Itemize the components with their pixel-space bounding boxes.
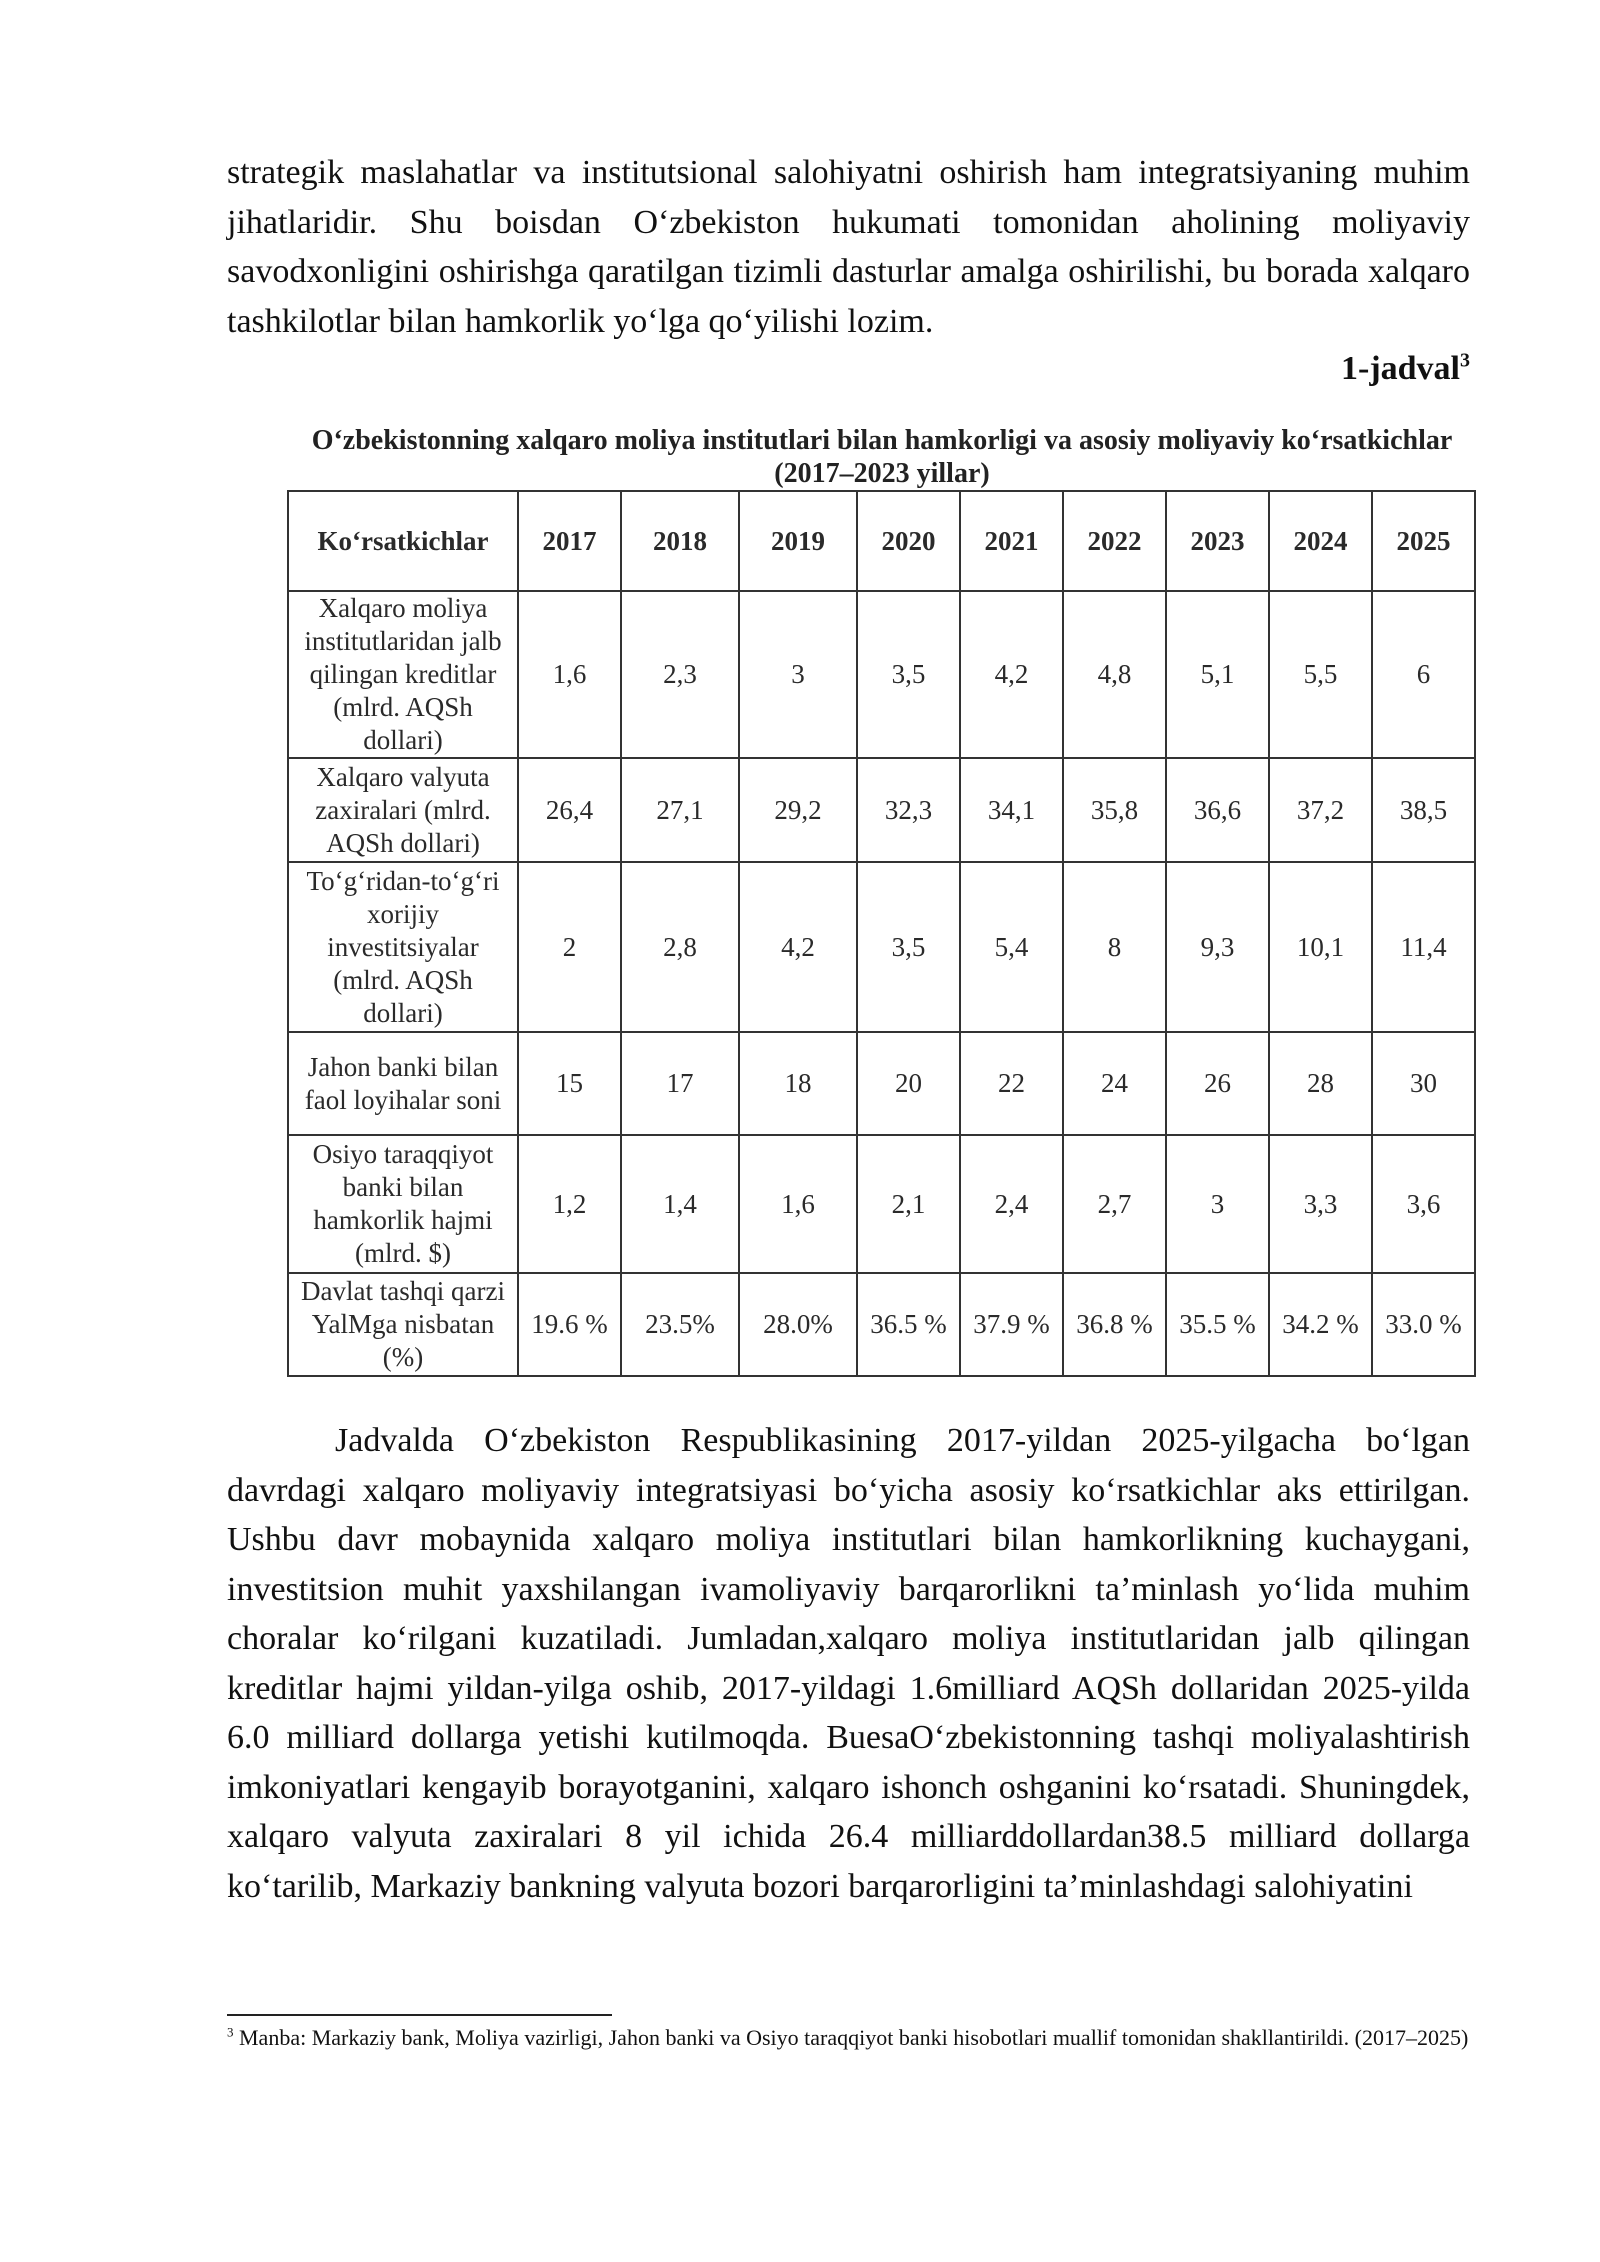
table-cell: 1,6 bbox=[518, 591, 621, 758]
table-cell: 20 bbox=[857, 1032, 960, 1135]
header-cell-year: 2020 bbox=[857, 491, 960, 591]
table-cell: 17 bbox=[621, 1032, 739, 1135]
table-row bbox=[288, 591, 1475, 758]
table-cell: 10,1 bbox=[1269, 862, 1372, 1032]
table-cell: 8 bbox=[1063, 862, 1166, 1032]
header-cell-year: 2019 bbox=[739, 491, 857, 591]
table-cell: 2,7 bbox=[1063, 1135, 1166, 1273]
table-cell: 2,8 bbox=[621, 862, 739, 1032]
table-cell: 22 bbox=[960, 1032, 1063, 1135]
row-label: Jahon banki bilan faol loyihalar soni bbox=[288, 1032, 518, 1135]
table-cell: 34,1 bbox=[960, 758, 1063, 862]
table-cell: 19.6 % bbox=[518, 1273, 621, 1376]
table-row bbox=[288, 1032, 1475, 1135]
table-cell: 35.5 % bbox=[1166, 1273, 1269, 1376]
analysis-paragraph: Jadvalda O‘zbekiston Respublikasining 2017-yildan 2025-yilgacha bo‘lgan davrdagi xalqaro moliyaviy integratsiyasi bo‘yicha asosiy ko‘rsatkichlar aks ettirilgan. Ushbu davr mobaynida xalqaro moliya institutlari bilan hamkorlikning kuchaygani, investitsion muhit yaxshilangan ivamoliyaviy barqarorlikni ta’minlash yo‘lida muhim choralar ko‘rilgani kuzatiladi. Jumladan,xalqaro moliya institutlaridan jalb qilingan kreditlar hajmi yildan-yilga oshib, 2017-yildagi 1.6milliard AQSh dollaridan 2025-yilda 6.0 milliard dollarga yetishi kutilmoqda. BuesaO‘zbekistonning tashqi moliyalashtirish imkoniyatlari kengayib borayotganini, xalqaro ishonch oshganini ko‘rsatadi. Shuningdek, xalqaro valyuta zaxiralari 8 yil ichida 26.4 milliarddollardan38.5 milliard dollarga ko‘tarilib, Markaziy bankning valyuta bozori barqarorligini ta’minlashdagi salohiyatini bbox=[227, 1422, 1470, 1905]
table-cell: 23.5% bbox=[621, 1273, 739, 1376]
header-cell-year: 2018 bbox=[621, 491, 739, 591]
header-cell-year: 2021 bbox=[960, 491, 1063, 591]
table-cell: 9,3 bbox=[1166, 862, 1269, 1032]
table-cell: 5,5 bbox=[1269, 591, 1372, 758]
table-cell: 37,2 bbox=[1269, 758, 1372, 862]
table-cell: 5,4 bbox=[960, 862, 1063, 1032]
indicators-table bbox=[287, 490, 1476, 1377]
row-label: Davlat tashqi qarzi YalMga nisbatan (%) bbox=[288, 1273, 518, 1376]
table-footnote-ref: 3 bbox=[1460, 349, 1470, 372]
table-cell: 24 bbox=[1063, 1032, 1166, 1135]
table-cell: 30 bbox=[1372, 1032, 1475, 1135]
table-cell: 35,8 bbox=[1063, 758, 1166, 862]
table-label-text: 1-jadval bbox=[1341, 350, 1460, 387]
footnote bbox=[227, 2024, 1470, 2051]
table-cell: 26,4 bbox=[518, 758, 621, 862]
header-cell-year: 2022 bbox=[1063, 491, 1166, 591]
table-row bbox=[288, 1273, 1475, 1376]
header-cell-year: 2025 bbox=[1372, 491, 1475, 591]
table-cell: 27,1 bbox=[621, 758, 739, 862]
table-cell: 1,4 bbox=[621, 1135, 739, 1273]
table-cell: 4,2 bbox=[739, 862, 857, 1032]
table-cell: 1,6 bbox=[739, 1135, 857, 1273]
table-cell: 6 bbox=[1372, 591, 1475, 758]
row-label: Osiyo taraqqiyot banki bilan hamkorlik hajmi (mlrd. $) bbox=[288, 1135, 518, 1273]
table-row bbox=[288, 758, 1475, 862]
table-cell: 15 bbox=[518, 1032, 621, 1135]
table-cell: 18 bbox=[739, 1032, 857, 1135]
table-cell: 28 bbox=[1269, 1032, 1372, 1135]
table-cell: 34.2 % bbox=[1269, 1273, 1372, 1376]
header-cell-year: 2023 bbox=[1166, 491, 1269, 591]
table-cell: 28.0% bbox=[739, 1273, 857, 1376]
table-cell: 3 bbox=[739, 591, 857, 758]
table-cell: 2,1 bbox=[857, 1135, 960, 1273]
table-cell: 5,1 bbox=[1166, 591, 1269, 758]
table-cell: 3,5 bbox=[857, 591, 960, 758]
table-cell: 36.8 % bbox=[1063, 1273, 1166, 1376]
row-label: To‘g‘ridan-to‘g‘ri xorijiy investitsiyalar (mlrd. AQSh dollari) bbox=[288, 862, 518, 1032]
table-cell: 4,2 bbox=[960, 591, 1063, 758]
table-cell: 2,4 bbox=[960, 1135, 1063, 1273]
table-label bbox=[1341, 347, 1470, 391]
table-cell: 1,2 bbox=[518, 1135, 621, 1273]
header-cell-year: 2024 bbox=[1269, 491, 1372, 591]
row-label: Xalqaro valyuta zaxiralari (mlrd. AQSh dollari) bbox=[288, 758, 518, 862]
intro-paragraph: strategik maslahatlar va institutsional salohiyatni oshirish ham integratsiyaning muhim jihatlaridir. Shu boisdan O‘zbekiston hukumati tomonidan aholining moliyaviy savodxonligini oshirishga qaratilgan tizimli dasturlar amalga oshirilishi, bu borada xalqaro tashkilotlar bilan hamkorlik yo‘lga qo‘yilishi lozim. bbox=[227, 154, 1470, 340]
table-row bbox=[288, 862, 1475, 1032]
table-cell: 36.5 % bbox=[857, 1273, 960, 1376]
table-cell: 29,2 bbox=[739, 758, 857, 862]
table-cell: 3,6 bbox=[1372, 1135, 1475, 1273]
table-row bbox=[288, 1135, 1475, 1273]
table-cell: 37.9 % bbox=[960, 1273, 1063, 1376]
table-cell: 36,6 bbox=[1166, 758, 1269, 862]
table-title: O‘zbekistonning xalqaro moliya institutlari bilan hamkorligi va asosiy moliyaviy ko‘rsatkichlar (2017–2023 yillar) bbox=[311, 425, 1453, 489]
table-cell: 33.0 % bbox=[1372, 1273, 1475, 1376]
table-cell: 3,3 bbox=[1269, 1135, 1372, 1273]
table-cell: 38,5 bbox=[1372, 758, 1475, 862]
table-cell: 2,3 bbox=[621, 591, 739, 758]
footnote-text: Manba: Markaziy bank, Moliya vazirligi, Jahon banki va Osiyo taraqqiyot banki hisobotlari muallif tomonidan shakllantirildi. (2017–2025) bbox=[239, 2025, 1469, 2050]
table-header-row bbox=[288, 491, 1475, 591]
footnote-divider bbox=[227, 2014, 612, 2016]
table-cell: 2 bbox=[518, 862, 621, 1032]
footnote-number: 3 bbox=[227, 2024, 234, 2040]
table-cell: 3 bbox=[1166, 1135, 1269, 1273]
table-cell: 11,4 bbox=[1372, 862, 1475, 1032]
row-label: Xalqaro moliya institutlaridan jalb qilingan kreditlar (mlrd. AQSh dollari) bbox=[288, 591, 518, 758]
header-cell-year: 2017 bbox=[518, 491, 621, 591]
table-cell: 32,3 bbox=[857, 758, 960, 862]
table-cell: 4,8 bbox=[1063, 591, 1166, 758]
header-cell-indicator: Ko‘rsatkichlar bbox=[288, 491, 518, 591]
table-cell: 26 bbox=[1166, 1032, 1269, 1135]
table-cell: 3,5 bbox=[857, 862, 960, 1032]
